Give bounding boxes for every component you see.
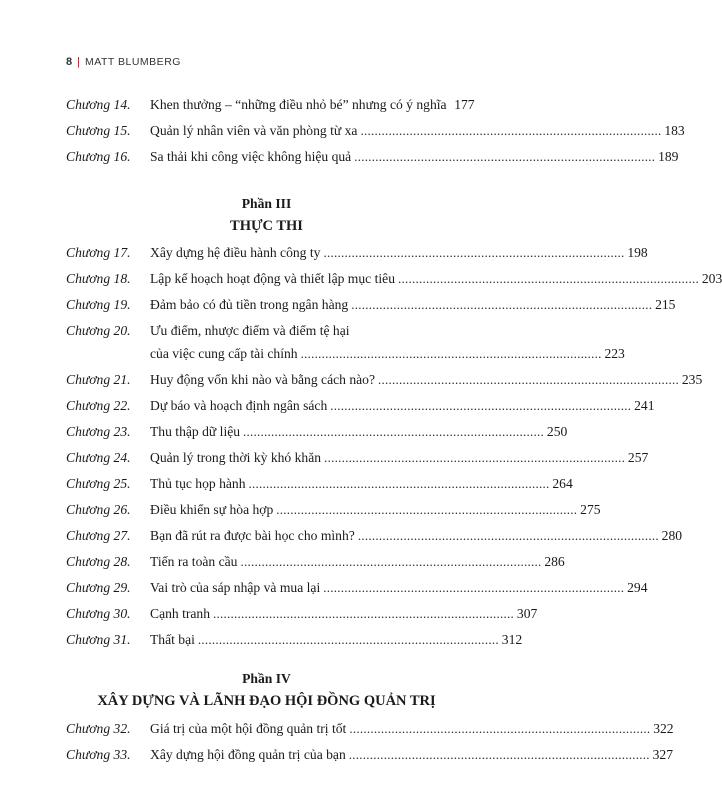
chapter-title: Giá trị của một hội đồng quản trị tốt bbox=[150, 721, 347, 736]
page-ref: 241 bbox=[634, 398, 655, 413]
dot-leader bbox=[213, 605, 512, 622]
toc-entry[interactable] bbox=[66, 553, 565, 570]
chapter-label: Chương 31. bbox=[66, 632, 131, 647]
chapter-title: Bạn đã rút ra được bài học cho mình? bbox=[150, 528, 355, 543]
chapter-title: Vai trò của sáp nhập và mua lại bbox=[150, 580, 321, 595]
page-ref: 189 bbox=[658, 149, 679, 164]
page-ref: 257 bbox=[627, 450, 649, 465]
chapter-title: Xây dựng hội đồng quản trị của bạn bbox=[150, 747, 346, 762]
page-ref: 250 bbox=[546, 424, 568, 439]
dot-leader bbox=[324, 449, 623, 466]
page-ref: 203 bbox=[701, 271, 722, 286]
toc-entry[interactable] bbox=[66, 605, 538, 622]
dot-leader bbox=[243, 423, 542, 440]
header-separator: | bbox=[77, 56, 80, 68]
dot-leader bbox=[323, 579, 622, 596]
chapter-label: Chương 22. bbox=[66, 398, 131, 413]
chapter-title-cont: của việc cung cấp tài chính bbox=[150, 346, 298, 361]
toc-entry[interactable] bbox=[66, 579, 648, 596]
author-name: MATT BLUMBERG bbox=[84, 56, 181, 68]
toc-entry[interactable] bbox=[66, 720, 674, 737]
page-ref: 327 bbox=[652, 747, 673, 762]
toc-entry[interactable] bbox=[66, 501, 601, 518]
chapter-title: Quản lý trong thời kỳ khó khăn bbox=[150, 450, 322, 465]
page-ref: 286 bbox=[544, 554, 565, 569]
page-ref: 215 bbox=[655, 297, 676, 312]
chapter-label: Chương 17. bbox=[66, 245, 131, 260]
chapter-title: Cạnh tranh bbox=[150, 606, 211, 621]
chapter-label: Chương 28. bbox=[66, 554, 131, 569]
chapter-label: Chương 30. bbox=[66, 606, 131, 621]
toc-entry[interactable] bbox=[66, 296, 676, 313]
toc-entry[interactable] bbox=[66, 270, 722, 287]
page-ref: 264 bbox=[552, 476, 573, 491]
toc-entry[interactable] bbox=[66, 122, 685, 139]
chapter-label: Chương 20. bbox=[66, 323, 131, 338]
page-ref: 322 bbox=[653, 721, 674, 736]
dot-leader bbox=[330, 397, 629, 414]
chapter-title: Thu thập dữ liệu bbox=[150, 424, 241, 439]
dot-leader bbox=[198, 631, 497, 648]
chapter-title: Quản lý nhân viên và văn phòng từ xa bbox=[150, 123, 358, 138]
chapter-label: Chương 24. bbox=[66, 450, 131, 465]
chapter-label: Chương 18. bbox=[66, 271, 131, 286]
table-of-contents bbox=[66, 96, 722, 772]
dot-leader bbox=[249, 475, 548, 492]
toc-entry[interactable] bbox=[66, 397, 655, 414]
page-ref: 183 bbox=[664, 123, 685, 138]
chapter-label: Chương 16. bbox=[66, 149, 131, 164]
chapter-label: Chương 33. bbox=[66, 747, 131, 762]
chapter-title: Điều khiển sự hòa hợp bbox=[150, 502, 274, 517]
chapter-label: Chương 27. bbox=[66, 528, 131, 543]
chapter-title: Huy động vốn khi nào và bằng cách nào? bbox=[150, 372, 375, 387]
toc-group-d bbox=[66, 720, 674, 763]
chapter-label: Chương 14. bbox=[66, 97, 131, 112]
dot-leader bbox=[349, 720, 648, 737]
dot-leader bbox=[323, 244, 622, 261]
toc-entry[interactable] bbox=[66, 244, 648, 261]
toc-entry[interactable] bbox=[66, 475, 573, 492]
chapter-label: Chương 23. bbox=[66, 424, 131, 439]
toc-entry[interactable] bbox=[66, 631, 523, 648]
chapter-label: Chương 19. bbox=[66, 297, 131, 312]
toc-entry[interactable] bbox=[66, 527, 683, 544]
page-ref: 294 bbox=[627, 580, 648, 595]
page-ref: 235 bbox=[681, 372, 703, 387]
chapter-label: Chương 25. bbox=[66, 476, 131, 491]
page-ref: 223 bbox=[604, 346, 625, 361]
dot-leader bbox=[349, 746, 648, 763]
page-ref: 280 bbox=[661, 528, 683, 543]
toc-entry[interactable] bbox=[66, 746, 673, 763]
chapter-label: Chương 29. bbox=[66, 580, 131, 595]
chapter-title: Xây dựng hệ điều hành công ty bbox=[150, 245, 321, 260]
chapter-title: Lập kế hoạch hoạt động và thiết lập mục tiêu bbox=[150, 271, 395, 286]
page-ref: 307 bbox=[516, 606, 538, 621]
chapter-label: Chương 26. bbox=[66, 502, 131, 517]
chapter-title: Thất bại bbox=[150, 632, 195, 647]
chapter-label: Chương 32. bbox=[66, 721, 131, 736]
chapter-title: Đảm bảo có đủ tiền trong ngân hàng bbox=[150, 297, 349, 312]
page-ref: 177 bbox=[454, 97, 475, 112]
dot-leader bbox=[240, 553, 539, 570]
toc-entry[interactable] bbox=[66, 371, 703, 388]
toc-entry[interactable] bbox=[66, 148, 679, 165]
chapter-title: Ưu điểm, nhược điểm và điểm tệ hại bbox=[150, 323, 350, 338]
dot-leader bbox=[351, 296, 650, 313]
dot-leader bbox=[398, 270, 697, 287]
part-4-subtitle: XÂY DỰNG VÀ LÃNH ĐẠO HỘI ĐỒNG QUẢN TRỊ bbox=[97, 693, 436, 709]
part-3-subtitle: THỰC THI bbox=[230, 218, 303, 234]
chapter-title: Sa thải khi công việc không hiệu quả bbox=[150, 149, 352, 164]
toc-entry[interactable] bbox=[66, 449, 649, 466]
toc-entry[interactable] bbox=[66, 322, 625, 362]
dot-leader bbox=[378, 371, 677, 388]
chapter-title: Thủ tục họp hành bbox=[150, 476, 246, 491]
chapter-title: Khen thưởng – “những điều nhỏ bé” nhưng có ý nghĩa bbox=[150, 97, 447, 112]
dot-leader bbox=[354, 148, 653, 165]
page-ref: 312 bbox=[501, 632, 523, 647]
page-ref: 275 bbox=[580, 502, 601, 517]
part-3-title: Phần III bbox=[241, 196, 292, 211]
page-number: 8 bbox=[66, 56, 73, 68]
chapter-label: Chương 21. bbox=[66, 372, 131, 387]
toc-entry[interactable] bbox=[66, 96, 475, 113]
part-4-title: Phần IV bbox=[242, 671, 291, 686]
dot-leader bbox=[358, 527, 657, 544]
page-ref: 198 bbox=[627, 245, 648, 260]
dot-leader bbox=[301, 345, 600, 362]
chapter-title: Dự báo và hoạch định ngân sách bbox=[150, 398, 328, 413]
chapter-title: Tiến ra toàn cầu bbox=[150, 554, 238, 569]
dot-leader bbox=[276, 501, 575, 518]
toc-group-a bbox=[66, 96, 685, 165]
chapter-label: Chương 15. bbox=[66, 123, 131, 138]
toc-entry[interactable] bbox=[66, 423, 568, 440]
toc-group-c bbox=[66, 371, 703, 648]
toc-group-b bbox=[66, 244, 722, 313]
dot-leader bbox=[360, 122, 659, 139]
running-header bbox=[66, 56, 181, 68]
